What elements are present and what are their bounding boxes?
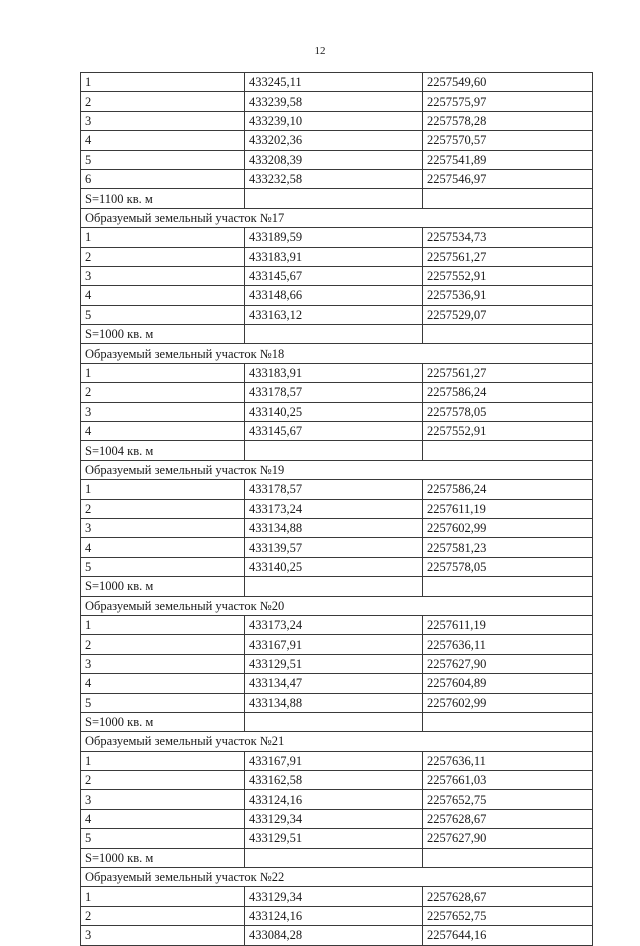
point-number-cell: 4 xyxy=(81,538,245,557)
x-coordinate-cell: 433129,51 xyxy=(245,654,423,673)
y-coordinate-cell: 2257586,24 xyxy=(423,383,593,402)
empty-cell xyxy=(245,577,423,596)
x-coordinate-cell: 433183,91 xyxy=(245,247,423,266)
table-row xyxy=(81,557,593,576)
empty-cell xyxy=(245,441,423,460)
y-coordinate-cell: 2257604,89 xyxy=(423,674,593,693)
area-cell: S=1000 кв. м xyxy=(81,848,245,867)
table-row xyxy=(81,693,593,712)
point-number-cell: 1 xyxy=(81,751,245,770)
x-coordinate-cell: 433084,28 xyxy=(245,926,423,945)
table-row xyxy=(81,111,593,130)
point-number-cell: 3 xyxy=(81,402,245,421)
x-coordinate-cell: 433178,57 xyxy=(245,480,423,499)
point-number-cell: 3 xyxy=(81,266,245,285)
y-coordinate-cell: 2257541,89 xyxy=(423,150,593,169)
x-coordinate-cell: 433183,91 xyxy=(245,363,423,382)
y-coordinate-cell: 2257652,75 xyxy=(423,790,593,809)
y-coordinate-cell: 2257636,11 xyxy=(423,751,593,770)
empty-cell xyxy=(423,712,593,731)
empty-cell xyxy=(423,441,593,460)
y-coordinate-cell: 2257552,91 xyxy=(423,422,593,441)
y-coordinate-cell: 2257534,73 xyxy=(423,228,593,247)
x-coordinate-cell: 433173,24 xyxy=(245,499,423,518)
x-coordinate-cell: 433167,91 xyxy=(245,751,423,770)
x-coordinate-cell: 433239,10 xyxy=(245,111,423,130)
page-number: 12 xyxy=(314,45,326,57)
area-cell: S=1000 кв. м xyxy=(81,577,245,596)
y-coordinate-cell: 2257581,23 xyxy=(423,538,593,557)
point-number-cell: 5 xyxy=(81,829,245,848)
parcel-heading-cell: Образуемый земельный участок №21 xyxy=(81,732,593,751)
table-row xyxy=(81,169,593,188)
x-coordinate-cell: 433232,58 xyxy=(245,169,423,188)
parcel-heading-row xyxy=(81,208,593,227)
x-coordinate-cell: 433129,51 xyxy=(245,829,423,848)
parcel-heading-cell: Образуемый земельный участок №22 xyxy=(81,868,593,887)
empty-cell xyxy=(245,189,423,208)
table-row xyxy=(81,751,593,770)
x-coordinate-cell: 433140,25 xyxy=(245,402,423,421)
point-number-cell: 1 xyxy=(81,615,245,634)
table-row xyxy=(81,305,593,324)
y-coordinate-cell: 2257549,60 xyxy=(423,73,593,92)
y-coordinate-cell: 2257578,05 xyxy=(423,402,593,421)
y-coordinate-cell: 2257652,75 xyxy=(423,906,593,925)
point-number-cell: 5 xyxy=(81,150,245,169)
parcel-heading-cell: Образуемый земельный участок №20 xyxy=(81,596,593,615)
y-coordinate-cell: 2257602,99 xyxy=(423,693,593,712)
point-number-cell: 3 xyxy=(81,926,245,945)
x-coordinate-cell: 433163,12 xyxy=(245,305,423,324)
y-coordinate-cell: 2257546,97 xyxy=(423,169,593,188)
point-number-cell: 4 xyxy=(81,286,245,305)
area-row xyxy=(81,441,593,460)
point-number-cell: 2 xyxy=(81,906,245,925)
y-coordinate-cell: 2257561,27 xyxy=(423,247,593,266)
x-coordinate-cell: 433129,34 xyxy=(245,887,423,906)
y-coordinate-cell: 2257570,57 xyxy=(423,131,593,150)
x-coordinate-cell: 433145,67 xyxy=(245,422,423,441)
y-coordinate-cell: 2257611,19 xyxy=(423,499,593,518)
x-coordinate-cell: 433239,58 xyxy=(245,92,423,111)
x-coordinate-cell: 433134,88 xyxy=(245,693,423,712)
point-number-cell: 3 xyxy=(81,518,245,537)
y-coordinate-cell: 2257536,91 xyxy=(423,286,593,305)
parcel-heading-row xyxy=(81,344,593,363)
table-row xyxy=(81,499,593,518)
x-coordinate-cell: 433139,57 xyxy=(245,538,423,557)
y-coordinate-cell: 2257529,07 xyxy=(423,305,593,324)
table-row xyxy=(81,771,593,790)
table-row xyxy=(81,228,593,247)
x-coordinate-cell: 433162,58 xyxy=(245,771,423,790)
y-coordinate-cell: 2257628,67 xyxy=(423,809,593,828)
point-number-cell: 4 xyxy=(81,422,245,441)
point-number-cell: 1 xyxy=(81,887,245,906)
area-row xyxy=(81,325,593,344)
y-coordinate-cell: 2257628,67 xyxy=(423,887,593,906)
point-number-cell: 2 xyxy=(81,247,245,266)
coordinates-table-body xyxy=(81,73,593,946)
y-coordinate-cell: 2257602,99 xyxy=(423,518,593,537)
point-number-cell: 1 xyxy=(81,73,245,92)
point-number-cell: 5 xyxy=(81,557,245,576)
parcel-heading-cell: Образуемый земельный участок №18 xyxy=(81,344,593,363)
point-number-cell: 4 xyxy=(81,131,245,150)
x-coordinate-cell: 433189,59 xyxy=(245,228,423,247)
area-cell: S=1000 кв. м xyxy=(81,712,245,731)
x-coordinate-cell: 433173,24 xyxy=(245,615,423,634)
y-coordinate-cell: 2257611,19 xyxy=(423,615,593,634)
table-row xyxy=(81,926,593,945)
y-coordinate-cell: 2257586,24 xyxy=(423,480,593,499)
table-row xyxy=(81,402,593,421)
point-number-cell: 1 xyxy=(81,228,245,247)
empty-cell xyxy=(245,712,423,731)
table-row xyxy=(81,266,593,285)
y-coordinate-cell: 2257575,97 xyxy=(423,92,593,111)
parcel-heading-row xyxy=(81,732,593,751)
point-number-cell: 2 xyxy=(81,771,245,790)
y-coordinate-cell: 2257627,90 xyxy=(423,654,593,673)
y-coordinate-cell: 2257636,11 xyxy=(423,635,593,654)
table-row xyxy=(81,480,593,499)
table-row xyxy=(81,150,593,169)
table-row xyxy=(81,92,593,111)
table-row xyxy=(81,383,593,402)
x-coordinate-cell: 433134,47 xyxy=(245,674,423,693)
parcel-heading-cell: Образуемый земельный участок №17 xyxy=(81,208,593,227)
parcel-heading-row xyxy=(81,868,593,887)
point-number-cell: 2 xyxy=(81,92,245,111)
x-coordinate-cell: 433124,16 xyxy=(245,906,423,925)
table-row xyxy=(81,829,593,848)
point-number-cell: 2 xyxy=(81,635,245,654)
y-coordinate-cell: 2257552,91 xyxy=(423,266,593,285)
area-cell: S=1100 кв. м xyxy=(81,189,245,208)
table-row xyxy=(81,635,593,654)
table-row xyxy=(81,286,593,305)
table-row xyxy=(81,518,593,537)
y-coordinate-cell: 2257578,05 xyxy=(423,557,593,576)
empty-cell xyxy=(423,325,593,344)
x-coordinate-cell: 433245,11 xyxy=(245,73,423,92)
table-row xyxy=(81,363,593,382)
point-number-cell: 5 xyxy=(81,305,245,324)
y-coordinate-cell: 2257644,16 xyxy=(423,926,593,945)
empty-cell xyxy=(423,848,593,867)
y-coordinate-cell: 2257578,28 xyxy=(423,111,593,130)
x-coordinate-cell: 433178,57 xyxy=(245,383,423,402)
table-row xyxy=(81,247,593,266)
area-cell: S=1000 кв. м xyxy=(81,325,245,344)
point-number-cell: 4 xyxy=(81,674,245,693)
x-coordinate-cell: 433167,91 xyxy=(245,635,423,654)
table-row xyxy=(81,131,593,150)
point-number-cell: 3 xyxy=(81,111,245,130)
table-row xyxy=(81,615,593,634)
parcel-heading-row xyxy=(81,596,593,615)
point-number-cell: 3 xyxy=(81,654,245,673)
empty-cell xyxy=(245,848,423,867)
area-row xyxy=(81,577,593,596)
table-row xyxy=(81,674,593,693)
point-number-cell: 2 xyxy=(81,383,245,402)
point-number-cell: 6 xyxy=(81,169,245,188)
point-number-cell: 5 xyxy=(81,693,245,712)
empty-cell xyxy=(423,577,593,596)
parcel-heading-row xyxy=(81,460,593,479)
x-coordinate-cell: 433145,67 xyxy=(245,266,423,285)
x-coordinate-cell: 433208,39 xyxy=(245,150,423,169)
point-number-cell: 4 xyxy=(81,809,245,828)
x-coordinate-cell: 433129,34 xyxy=(245,809,423,828)
x-coordinate-cell: 433124,16 xyxy=(245,790,423,809)
y-coordinate-cell: 2257627,90 xyxy=(423,829,593,848)
table-row xyxy=(81,73,593,92)
point-number-cell: 1 xyxy=(81,363,245,382)
table-row xyxy=(81,538,593,557)
point-number-cell: 2 xyxy=(81,499,245,518)
area-row xyxy=(81,848,593,867)
table-row xyxy=(81,809,593,828)
table-row xyxy=(81,422,593,441)
y-coordinate-cell: 2257661,03 xyxy=(423,771,593,790)
area-row xyxy=(81,189,593,208)
area-cell: S=1004 кв. м xyxy=(81,441,245,460)
point-number-cell: 1 xyxy=(81,480,245,499)
x-coordinate-cell: 433148,66 xyxy=(245,286,423,305)
empty-cell xyxy=(245,325,423,344)
parcel-heading-cell: Образуемый земельный участок №19 xyxy=(81,460,593,479)
x-coordinate-cell: 433140,25 xyxy=(245,557,423,576)
table-row xyxy=(81,906,593,925)
x-coordinate-cell: 433202,36 xyxy=(245,131,423,150)
coordinates-table xyxy=(80,72,593,946)
area-row xyxy=(81,712,593,731)
table-row xyxy=(81,654,593,673)
table-row xyxy=(81,887,593,906)
x-coordinate-cell: 433134,88 xyxy=(245,518,423,537)
table-row xyxy=(81,790,593,809)
empty-cell xyxy=(423,189,593,208)
y-coordinate-cell: 2257561,27 xyxy=(423,363,593,382)
point-number-cell: 3 xyxy=(81,790,245,809)
